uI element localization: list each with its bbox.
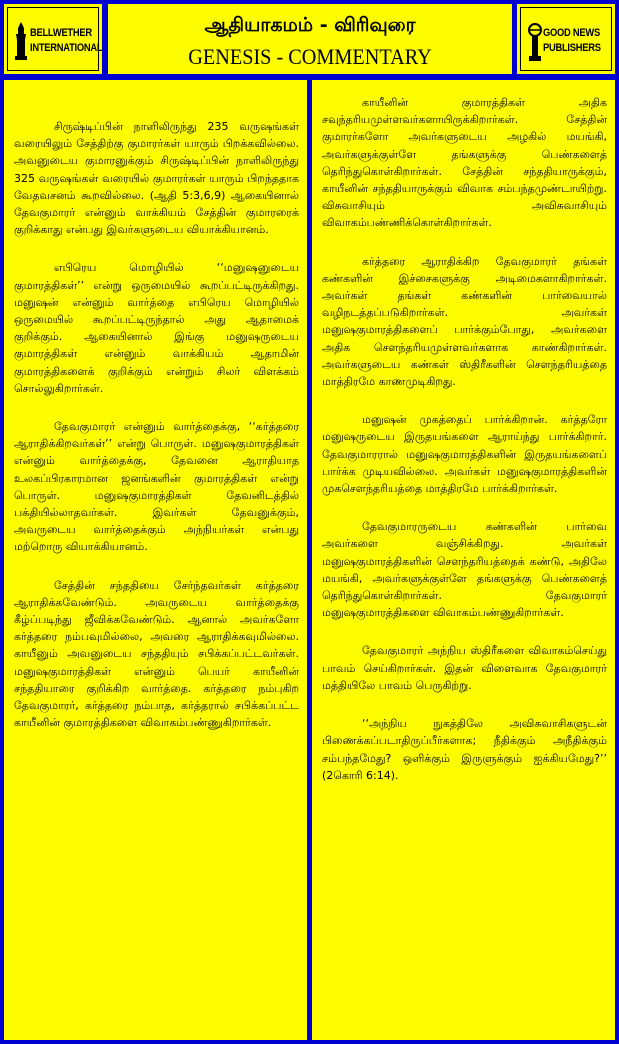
- paragraph: கர்த்தரை ஆராதிக்கிற தேவகுமாரர் தங்கள் கண்களின் இச்சைகளுக்கு அடிமைகளாகிறார்கள். அவர்கள் தங்கள் கண்களின் பார்வையால் வழிநடத்தப்படுகிறார்கள். அவர்கள் மனுஷகுமாரத்திகளைப் பார்க்கும்போது, அவர்களை அதிக சௌந்தரியமுள்ளவர்களாக காண்கிறார்கள். அவர்களுடைய கண்கள் ஸ்திரீகளின் சௌந்தரியத்தை மாத்திரமே காணமுடிகிறது.: [322, 254, 607, 389]
- paragraph: மனுஷன் முகத்தைப் பார்க்கிறான். கர்த்தரோ மனுஷருடைய இருதயங்களை ஆராய்ந்து பார்க்கிறார். தேவகுமாரரால் மனுஷகுமாரத்திகளின் இருதயங்களைப் பார்க்க முடியவில்லை. அவர்கள் மனுஷகுமாரத்திகளின் முகசௌந்தரியத்தை மாத்திரமே பார்க்கிறார்கள்.: [322, 413, 607, 496]
- logo-line-2: PUBLISHERS: [543, 42, 601, 54]
- logo-text: [543, 26, 601, 56]
- right-column-text: [322, 94, 607, 805]
- right-column: [312, 80, 615, 1040]
- good-news-logo: [517, 4, 615, 74]
- paragraph: சேத்தின் சந்ததியை சேர்ந்தவர்கள் கர்த்தரை ஆராதிக்கவேண்டும். அவருடைய வார்த்தைக்கு கீழ்ப்படிந்து ஜீவிக்கவேண்டும். ஆனால் அவர்களோ கர்த்தரை நம்பவுமில்லை, அவரை ஆராதிக்கவுமில்லை. காயீனும் அவனுடைய சந்ததியும் சபிக்கப்பட்டவர்கள். மனுஷகுமாரத்திகள் என்னும் பெயர் காயீனின் சந்ததியாரை குறிக்கிற வார்த்தை. கர்த்தரை நம்புகிற தேவகுமாரர், கர்த்தரை நம்பாத, கர்த்தரால் சபிக்கப்பட்ட காயீனின் குமாரத்திகளை விவாகம்பண்ணுகிறார்கள்.: [14, 578, 299, 730]
- paragraph: சிருஷ்டிப்பின் நாளிலிருந்து 235 வருஷங்கள் வரையிலும் சேத்திற்கு குமாரர்கள் யாரும் பிறக்கவில்லை. அவனுடைய குமாரனுக்கும் சிருஷ்டிப்பின் நாளிலிருந்து 325 வருஷங்கள் வரையில் குமாரர்கள் யாரும் பிறந்ததாக வேதவசனம் கூறவில்லை. (ஆதி 5:3,6,9) ஆகையினால் தேவகுமாரர் என்னும் வாக்கியம் சேத்தின் குமாரரைக் குறிக்காது என்பது இவர்களுடைய வியாக்கியானம்.: [14, 120, 299, 237]
- left-column-text: [14, 118, 299, 753]
- logo-border: [7, 7, 103, 71]
- bible-quote: ‘‘அந்நிய நுகத்திலே அவிசுவாசிகளுடன் பிணைக்கப்படாதிருப்பீர்களாக; நீதிக்கும் அநீதிக்கும் சம்பந்தமேது? ஒளிக்கும் இருளுக்கும் ஐக்கியமேது?’’ (2கொரி 6:14).: [322, 717, 607, 782]
- paragraph: காயீனின் குமாரத்திகள் அதிக சவுந்தரியமுள்ளவர்களாயிருக்கிறார்கள். சேத்தின் குமாரர்களோ அவர்களுடைய அழகில் மயங்கி, அவர்களுக்குள்ளே தங்களுக்கு பெண்களைத் தெரிந்துகொள்கிறார்கள். சேத்தின் சந்ததியாருக்கும், காயீனின் சந்ததியாருக்கும் விவாக சம்பந்தமுண்டாயிற்று. விசுவாசியும் அவிசுவாசியும் விவாகம்பண்ணிக்கொள்கிறார்கள்.: [322, 96, 607, 230]
- logo-line-1: BELLWETHER: [30, 27, 92, 39]
- paragraph: தேவகுமாரருடைய கண்களின் பார்வை அவர்களை வஞ்சிக்கிறது. அவர்கள் மனுஷகுமாரத்திகளின் சௌந்தரியத்தைக் கண்டு, அதிலே மயங்கி, அவர்களுக்குள்ளே தங்களுக்கு பெண்களைத் தெரிந்துகொள்கிறார்கள். தேவகுமாரர் மனுஷகுமாரத்திகளை விவாகம்பண்ணுகிறார்கள்.: [322, 520, 607, 620]
- paragraph: தேவகுமாரர் அந்நிய ஸ்திரீகளை விவாகம்செய்து பாவம் செய்கிறார்கள். இதன் விளைவாக தேவகுமாரர் மத்தியிலே பாவம் பெருகிற்று.: [322, 644, 607, 692]
- bellwether-logo: [4, 4, 102, 74]
- paragraph: எபிரெய மொழியில் ‘‘மனுஷனுடைய குமாரத்திகள்’’ என்று ஒருமையில் கூறப்பட்டிருக்கிறது. மனுஷன் என்னும் வார்த்தை எபிரெய மொழியில் ஒருமையில் கூறப்பட்டிருந்தால் அது ஆதாமைக் குறிக்கும். ஆகையினால் இங்கு மனுஷருடைய குமாரத்திகள் என்னும் வாக்கியம் ஆதாமின் குமாரத்திகளைக் குறிக்கும் என்றும் சிலர் விளக்கம் சொல்லுகிறார்கள்.: [14, 261, 299, 395]
- logo-line-1: GOOD NEWS: [543, 27, 600, 39]
- left-column: [4, 80, 307, 1040]
- title-banner: [108, 4, 512, 74]
- logo-border: [520, 7, 612, 71]
- paragraph: தேவகுமாரர் என்னும் வார்த்தைக்கு, ‘‘கர்த்தரை ஆராதிக்கிறவர்கள்’’ என்று பொருள். மனுஷகுமாரத்திகள் என்னும் வார்த்தைக்கு, தேவனை ஆராதியாத உலகப்பிரகாரமான ஜனங்களின் குமாரத்திகள் என்று பொருள். மனுஷகுமாரத்திகள் தேவனிடத்தில் பக்தியில்லாதவர்கள். இவர்கள் தேவனுக்கும், அவருடைய வார்த்தைக்கும் அந்நியர்கள் என்பது மற்றொரு வியாக்கியானம்.: [14, 420, 299, 554]
- logo-text: [30, 26, 102, 56]
- title-english: GENESIS - COMMENTARY: [188, 44, 432, 69]
- globe-icon: [527, 22, 543, 62]
- logo-line-2: INTERNATIONAL: [30, 42, 103, 54]
- bell-tower-icon: [14, 22, 28, 60]
- title-tamil: ஆதியாகமம் - விரிவுரை: [204, 14, 416, 36]
